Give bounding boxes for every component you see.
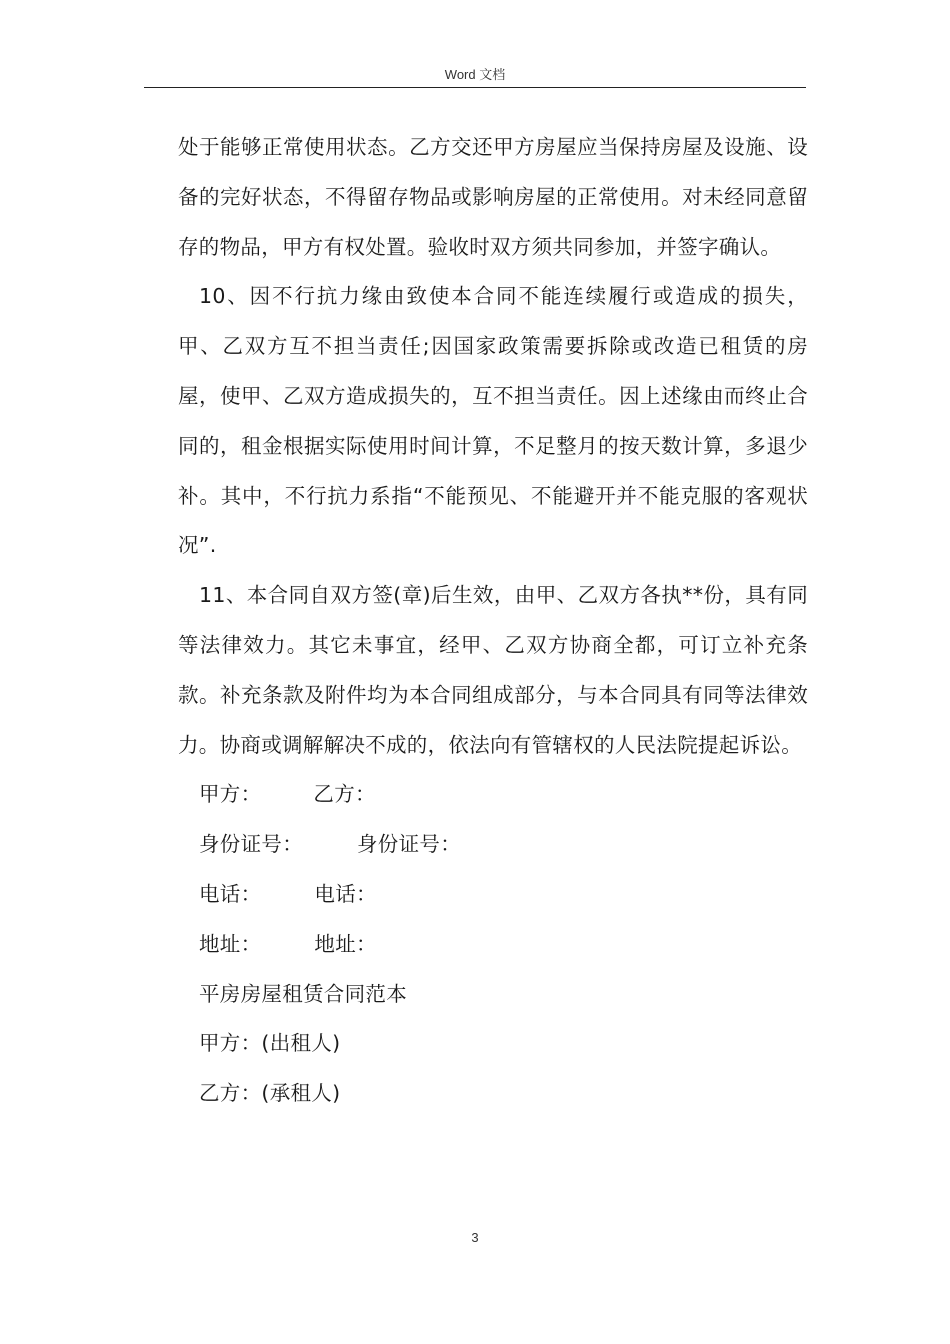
id-a-label: 身份证号： (199, 832, 303, 857)
page-number: 3 (471, 1230, 479, 1245)
header-title: Word 文档 (444, 67, 506, 82)
lessor-line: 甲方：(出租人) (199, 1031, 341, 1056)
page-header (0, 66, 950, 84)
phone-b-label: 电话： (314, 881, 377, 906)
id-b-label: 身份证号： (357, 832, 461, 857)
clause-10: 10、因不行抗力缘由致使本合同不能连续履行或造成的损失，甲、乙双方互不担当责任;因国家政策需要拆除或改造已租赁的房屋，使甲、乙双方造成损失的，互不担当责任。因上述缘由而终止合同的，租金根据实际使用时间计算，不足整月的按天数计算，多退少补。其中，不行抗力系指“不能预见、不能避开并不能克服的客观状况”. (178, 284, 808, 558)
page-footer (0, 1229, 950, 1247)
lessee-line: 乙方：(承租人) (199, 1081, 341, 1106)
signature-party-row (178, 770, 808, 820)
paragraph-continued: 处于能够正常使用状态。乙方交还甲方房屋应当保持房屋及设施、设备的完好状态，不得留存物品或影响房屋的正常使用。对未经同意留存的物品，甲方有权处置。验收时双方须共同参加，并签字确认。 (178, 135, 808, 259)
signature-phone-row (178, 870, 808, 920)
header-divider (144, 87, 806, 88)
party-a-label: 甲方： (199, 782, 262, 807)
party-b-label: 乙方： (313, 782, 376, 807)
clause-11: 11、本合同自双方签(章)后生效，由甲、乙双方各执**份，具有同等法律效力。其它未事宜，经甲、乙双方协商全都，可订立补充条款。补充条款及附件均为本合同组成部分，与本合同具有同等法律效力。协商或调解解决不成的，依法向有管辖权的人民法院提起诉讼。 (178, 583, 808, 757)
next-contract-title: 平房房屋租赁合同范本 (199, 981, 407, 1006)
phone-a-label: 电话： (199, 881, 262, 906)
document-body (178, 123, 808, 1119)
address-a-label: 地址： (199, 931, 262, 956)
signature-address-row (178, 920, 808, 970)
address-b-label: 地址： (314, 931, 377, 956)
signature-id-row (178, 820, 808, 870)
